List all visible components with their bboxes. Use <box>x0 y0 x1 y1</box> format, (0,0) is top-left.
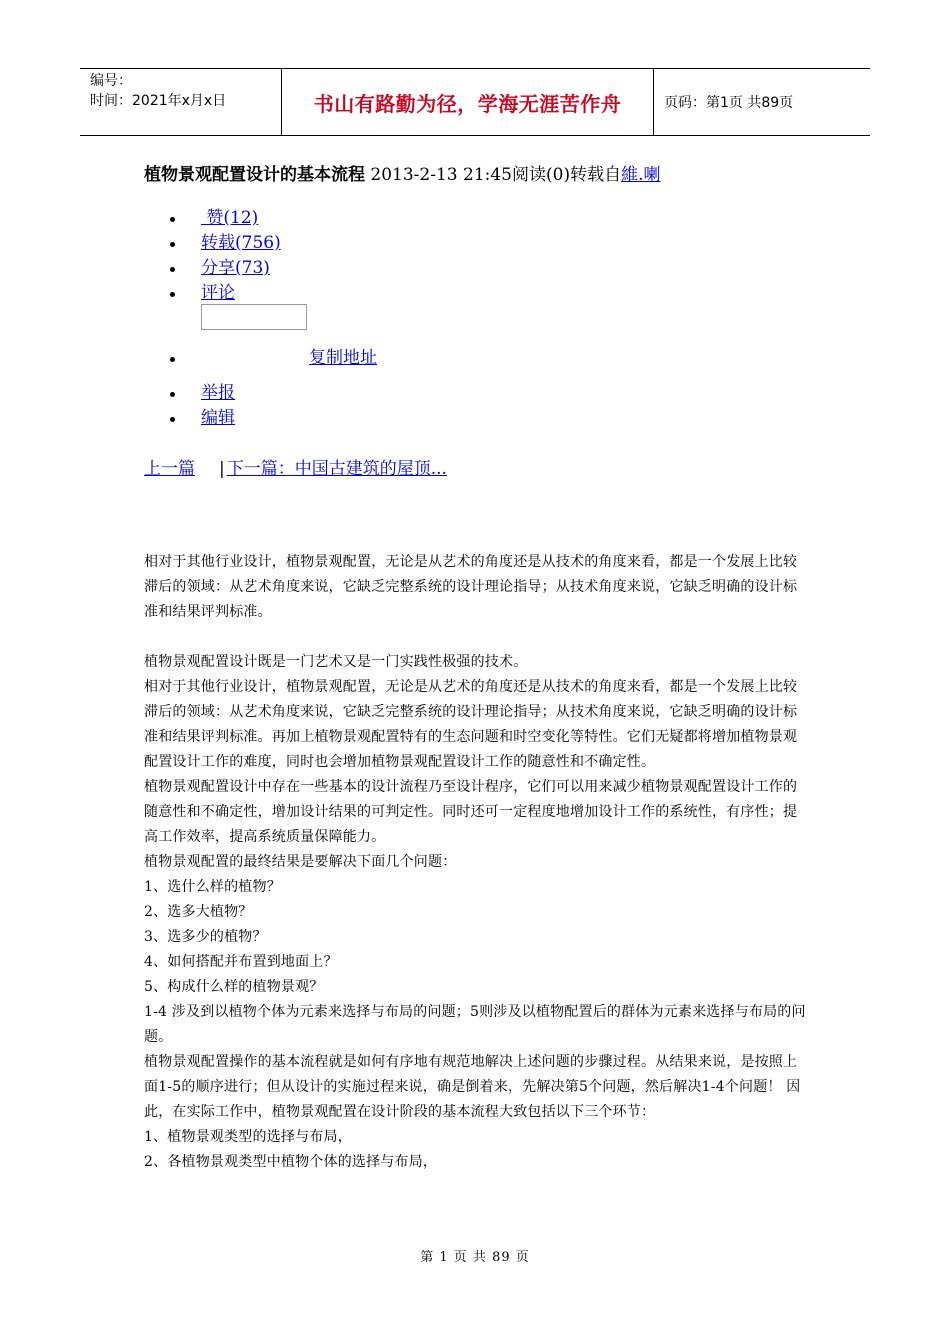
post-navigation <box>144 454 447 479</box>
bullet-icon <box>170 217 175 222</box>
body-paragraph: 植物景观配置操作的基本流程就是如何有序地有规范地解决上述问题的步骤过程。从结果来说，是按照上面1-5的顺序进行；但从设计的实施过程来说，确是倒着来，先解决第5个问题，然后解决1-4个问题！ 因此，在实际工作中，植物景观配置在设计阶段的基本流程大致包括以下三个环节： <box>144 1054 801 1120</box>
article-meta: 2013-2-13 21:45阅读(0)转载自 <box>365 165 622 185</box>
document-header <box>80 68 870 136</box>
body-paragraph: 1、选什么样的植物？ <box>144 879 281 895</box>
bullet-icon <box>170 392 175 397</box>
edit-link[interactable]: 编辑 <box>201 408 235 428</box>
body-paragraph: 1-4 涉及到以植物个体为元素来选择与布局的问题；5则涉及以植物配置后的群体为元素来选择与布局的问题。 <box>144 1004 806 1045</box>
comment-input[interactable] <box>201 304 307 330</box>
copy-address-link[interactable]: 复制地址 <box>309 348 377 368</box>
body-section-main <box>144 650 809 1175</box>
header-page-info: 页码：第1页 共89页 <box>664 95 794 111</box>
number-label: 编号： <box>90 73 132 89</box>
body-section-intro <box>144 550 809 625</box>
body-paragraph: 5、构成什么样的植物景观？ <box>144 979 324 995</box>
share-link[interactable]: 分享(73) <box>201 258 270 278</box>
body-paragraph: 相对于其他行业设计，植物景观配置，无论是从艺术的角度还是从技术的角度来看，都是一个发展上比较滞后的领域：从艺术角度来说，它缺乏完整系统的设计理论指导；从技术角度来说，它缺乏明确的设计标准和结果评判标准。 <box>144 554 798 620</box>
body-paragraph: 相对于其他行业设计，植物景观配置，无论是从艺术的角度还是从技术的角度来看，都是一个发展上比较滞后的领域：从艺术角度来说，它缺乏完整系统的设计理论指导；从技术角度来说，它缺乏明确的设计标准和结果评判标准。再加上植物景观配置特有的生态问题和时空变化等特性。它们无疑都将增加植物景观配置设计工作的难度，同时也会增加植物景观配置设计工作的随意性和不确定性。 <box>144 679 798 770</box>
bullet-icon <box>170 267 175 272</box>
header-motto: 书山有路勤为径，学海无涯苦作舟 <box>282 69 654 135</box>
time-label: 时间：2021年x月x日 <box>90 93 227 109</box>
next-post-link[interactable]: 下一篇：中国古建筑的屋顶... <box>226 459 447 479</box>
body-paragraph: 植物景观配置的最终结果是要解决下面几个问题： <box>144 854 457 870</box>
report-link[interactable]: 举报 <box>201 383 235 403</box>
source-link[interactable]: 維.喇 <box>621 165 661 185</box>
bullet-icon <box>170 242 175 247</box>
bullet-icon <box>170 357 175 362</box>
body-paragraph: 2、各植物景观类型中植物个体的选择与布局， <box>144 1154 438 1170</box>
repost-link[interactable]: 转载(756) <box>201 233 281 253</box>
body-paragraph: 植物景观配置设计中存在一些基本的设计流程乃至设计程序，它们可以用来减少植物景观配置设计工作的随意性和不确定性，增加设计结果的可判定性。同时还可一定程度地增加设计工作的系统性，有序性；提高工作效率，提高系统质量保障能力。 <box>144 779 798 845</box>
nav-separator: | <box>219 459 225 479</box>
prev-post-link[interactable]: 上一篇 <box>144 459 195 479</box>
article-title: 植物景观配置设计的基本流程 <box>144 165 365 185</box>
bullet-icon <box>170 417 175 422</box>
body-paragraph: 2、选多大植物？ <box>144 904 253 920</box>
article-title-line <box>144 160 661 185</box>
article-body <box>144 550 809 1175</box>
page-footer: 第 1 页 共 89 页 <box>420 1250 530 1265</box>
header-meta <box>80 69 282 135</box>
body-paragraph: 4、如何搭配并布置到地面上？ <box>144 954 338 970</box>
comment-link[interactable]: 评论 <box>201 283 235 303</box>
paragraph-gap <box>144 625 809 650</box>
body-paragraph: 植物景观配置设计既是一门艺术又是一门实践性极强的技术。 <box>144 654 528 670</box>
body-paragraph: 3、选多少的植物？ <box>144 929 267 945</box>
bullet-icon <box>170 292 175 297</box>
like-link[interactable]: 赞(12) <box>201 208 259 228</box>
body-paragraph: 1、植物景观类型的选择与布局， <box>144 1129 352 1145</box>
